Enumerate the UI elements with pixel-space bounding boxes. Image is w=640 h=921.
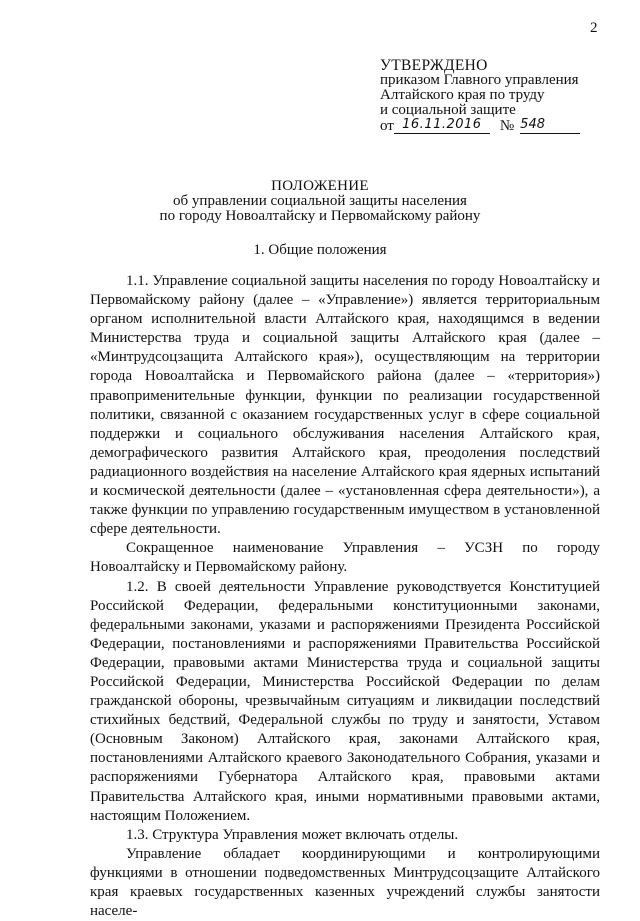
paragraph-1-1: 1.1. Управление социальной защиты населения по городу Новоалтайску и Первомайскому району (далее – «Управление») является территориальным органом исполнительной власти Алтайского края, находящимся в ведении Министерства труда и социальной защиты Алтайского края (далее – «Минтрудсоцзащита Алтайского края»), осуществляющим на территории города Новоалтайска и Первомайского района (далее – «территория») правоприменительные функции, функции по реализации государственной политики, связанной с оказанием государственных услуг в сфере социальной поддержки и социального обслуживания населения Алтайского края, демографического развития Алтайского края, преодоления последствий радиационного воздействия на население Алтайского края ядерных испытаний и космической деятельности (далее – «установленная сфера деятельности»), а также функции по управлению государственным имуществом в установленной сфере деятельности.	[90, 273, 600, 538]
approval-heading: УТВЕРЖДЕНО	[380, 57, 488, 74]
approval-line-1: приказом Главного управления	[380, 72, 579, 88]
paragraph-1-2: 1.2. В своей деятельности Управление руководствуется Конституцией Российской Федерации, федеральными конституционными законами, федеральными законами, указами и распоряжениями Президента Российской Федерации, постановлениями и распоряжениями Правительства Российской Федерации, правовыми актами Министерства труда и социальной защиты Российской Федерации, Министерства Российской Федерации по делам гражданской обороны, чрезвычайным ситуациям и ликвидации последствий стихийных бедствий, Федеральной службы по труду и занятости, Уставом (Основным Законом) Алтайского края, законами Алтайского края, постановлениями Алтайского краевого Законодательного Собрания, указами и распоряжениями Губернатора Алтайского края, правовыми актами Правительства Алтайского края, иными нормативными правовыми актами, настоящим Положением.	[90, 578, 600, 824]
paragraph-functions: Управление обладает координирующими и контролирующими функциями в отношении подведомственных Минтрудсоцзащите Алтайского края краевых государственных казенных учреждений службы занятости населе-	[90, 845, 600, 920]
document-body	[90, 272, 600, 921]
approval-stamp	[380, 58, 610, 134]
title-line-1: об управлении социальной защиты населения	[173, 193, 467, 209]
title-main: ПОЛОЖЕНИЕ	[271, 178, 369, 194]
approval-date-row	[380, 118, 610, 134]
paragraph-short-name: Сокращенное наименование Управления – УСЗН по городу Новоалтайску и Первомайскому району.	[90, 540, 600, 576]
approval-line-3: и социальной защите	[380, 102, 516, 118]
section-heading: 1. Общие положения	[253, 242, 387, 258]
page-number: 2	[590, 20, 598, 36]
date-prefix: от	[380, 118, 394, 134]
approval-line-2: Алтайского края по труду	[380, 87, 545, 103]
number-label: №	[499, 118, 515, 134]
title-line-2: по городу Новоалтайску и Первомайскому району	[159, 208, 481, 224]
document-title	[0, 179, 640, 224]
handwritten-date: 16.11.2016	[394, 118, 490, 134]
handwritten-number: 548	[520, 118, 580, 134]
paragraph-1-3: 1.3. Структура Управления может включать отделы.	[126, 826, 459, 843]
